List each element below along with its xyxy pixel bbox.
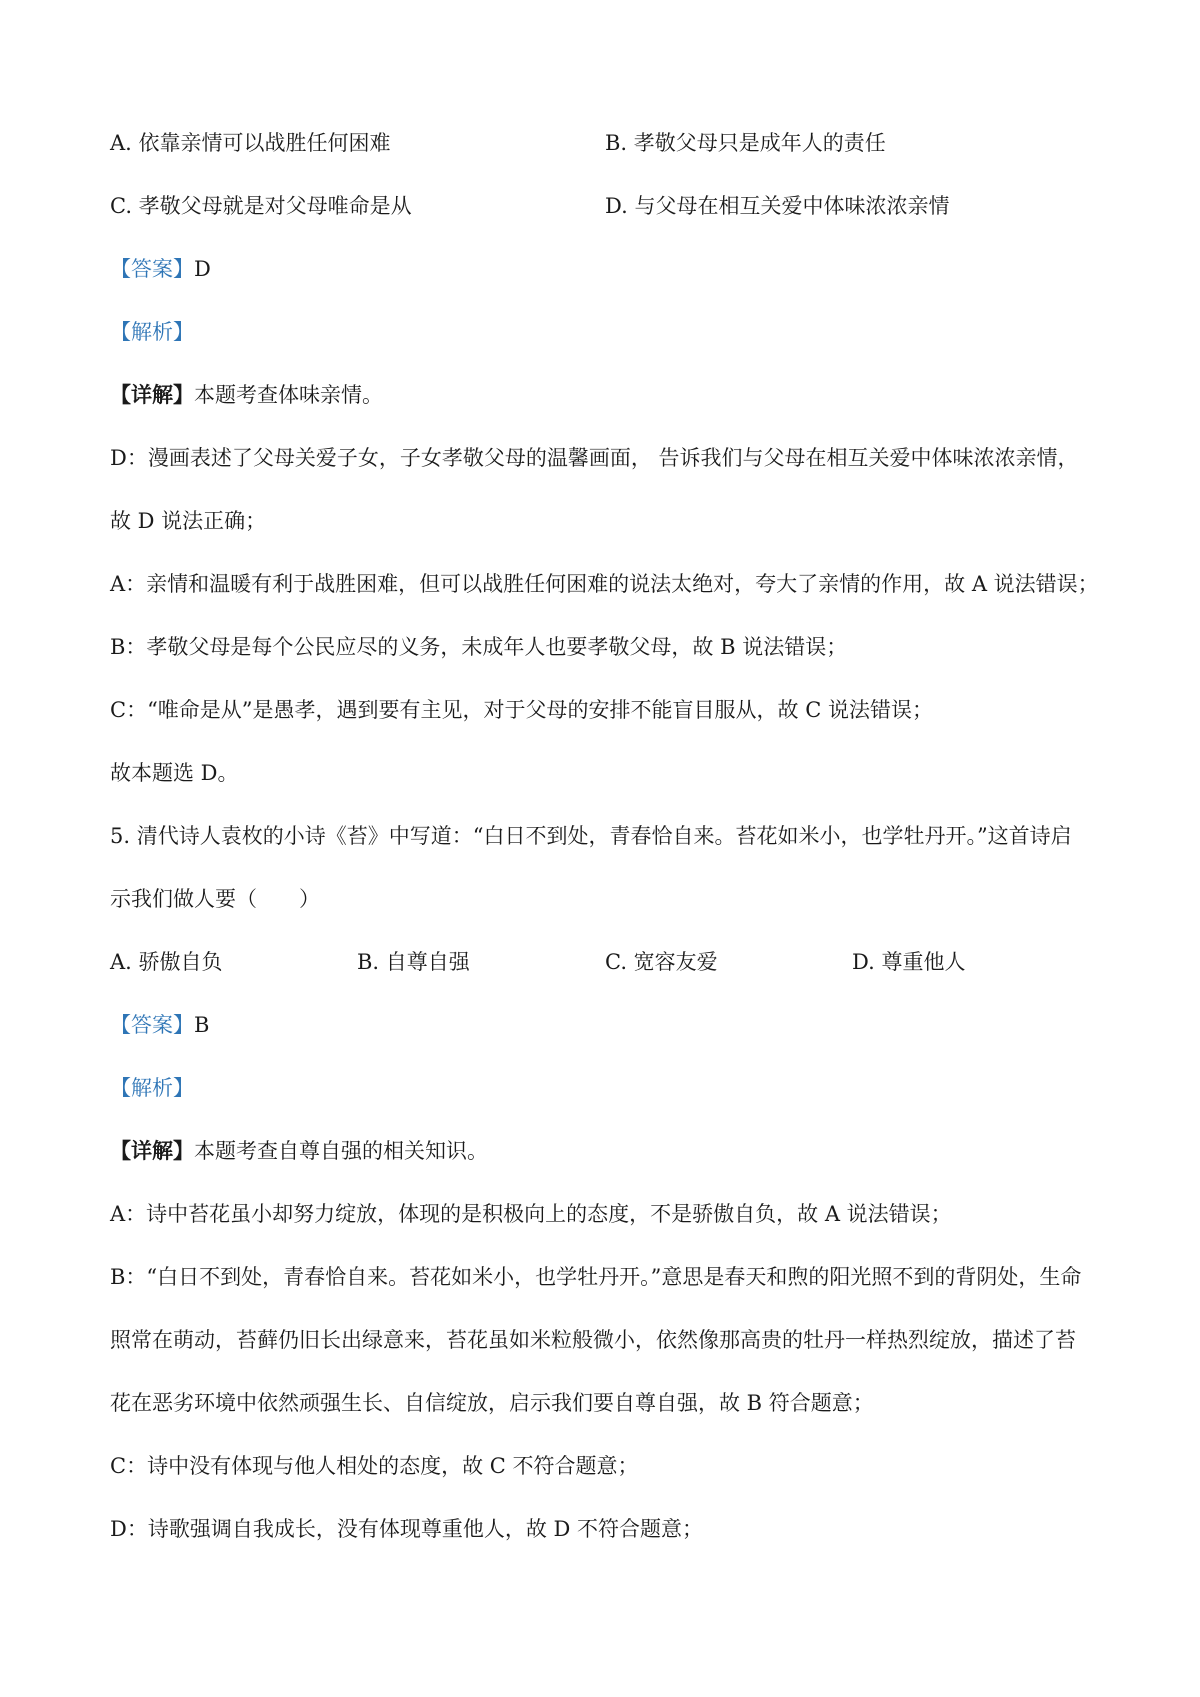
q5-option-d: D. 尊重他人 [852, 950, 966, 974]
q5-option-b: B. 自尊自强 [357, 950, 470, 974]
q5-line-5: C：诗中没有体现与他人相处的态度，故 C 不符合题意； [110, 1454, 639, 1478]
q4-answer-value: D [194, 257, 211, 281]
q5-analysis-label: 【解析】 [110, 1076, 194, 1100]
q5-line-2: B：“白日不到处，青春恰自来。苔花如米小，也学牡丹开。”意思是春天和煦的阳光照不到的背阴处，生命 [110, 1265, 1082, 1289]
q4-option-a: A. 依靠亲情可以战胜任何困难 [110, 131, 391, 155]
q5-line-1: A：诗中苔花虽小却努力绽放，体现的是积极向上的态度，不是骄傲自负，故 A 说法错误； [110, 1202, 952, 1226]
q5-detail-intro: 本题考查自尊自强的相关知识。 [194, 1139, 488, 1163]
q4-line-5: C：“唯命是从”是愚孝，遇到要有主见，对于父母的安排不能盲目服从，故 C 说法错误； [110, 698, 933, 722]
q4-line-3: A：亲情和温暖有利于战胜困难，但可以战胜任何困难的说法太绝对，夸大了亲情的作用，故 A 说法错误； [110, 572, 1099, 596]
q4-detail-intro: 本题考查体味亲情。 [194, 383, 383, 407]
q4-answer-label: 【答案】 [110, 257, 194, 281]
q4-option-c: C. 孝敬父母就是对父母唯命是从 [110, 194, 412, 218]
q5-detail [110, 1136, 488, 1166]
q5-line-4: 花在恶劣环境中依然顽强生长、自信绽放，启示我们要自尊自强，故 B 符合题意； [110, 1391, 874, 1415]
q5-stem-line-2: 示我们做人要（ ） [110, 887, 320, 911]
q4-detail [110, 380, 383, 410]
q5-stem-line-1: 5. 清代诗人袁枚的小诗《苔》中写道：“白日不到处，青春恰自来。苔花如米小，也学牡丹开。”这首诗启 [110, 824, 1072, 848]
q4-answer [110, 254, 211, 284]
q4-detail-label: 【详解】 [110, 382, 194, 407]
q5-line-3: 照常在萌动，苔藓仍旧长出绿意来，苔花虽如米粒般微小，依然像那高贵的牡丹一样热烈绽放，描述了苔 [110, 1328, 1076, 1352]
q4-line-2: 故 D 说法正确； [110, 509, 267, 533]
q4-line-6: 故本题选 D。 [110, 761, 239, 785]
q4-line-4: B：孝敬父母是每个公民应尽的义务，未成年人也要孝敬父母，故 B 说法错误； [110, 635, 848, 659]
q4-analysis-label: 【解析】 [110, 320, 194, 344]
q5-detail-label: 【详解】 [110, 1138, 194, 1163]
q5-option-a: A. 骄傲自负 [110, 950, 223, 974]
q5-line-6: D：诗歌强调自我成长，没有体现尊重他人，故 D 不符合题意； [110, 1517, 704, 1541]
q4-option-d: D. 与父母在相互关爱中体味浓浓亲情 [605, 194, 950, 218]
q5-answer-value: B [194, 1013, 210, 1037]
q4-option-b: B. 孝敬父母只是成年人的责任 [605, 131, 886, 155]
q4-line-1: D：漫画表述了父母关爱子女，子女孝敬父母的温馨画面， 告诉我们与父母在相互关爱中体味浓浓亲情， [110, 446, 1079, 470]
q5-answer-label: 【答案】 [110, 1013, 194, 1037]
q5-option-c: C. 宽容友爱 [605, 950, 718, 974]
q5-answer [110, 1010, 209, 1040]
